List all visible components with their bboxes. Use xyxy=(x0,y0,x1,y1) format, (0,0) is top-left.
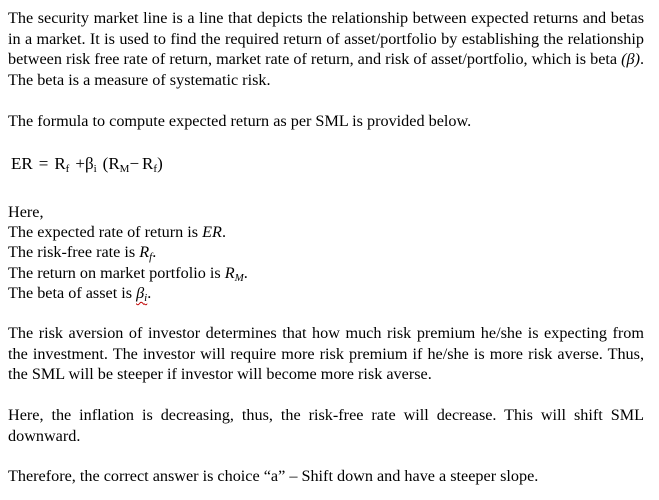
formula-close-paren: ) xyxy=(157,154,163,173)
sml-definition-paragraph xyxy=(8,8,644,90)
sml-formula xyxy=(11,152,163,176)
var-line-rm: The return on market portfolio is $R_M$. xyxy=(8,264,248,284)
formula-rm: $R_M$ xyxy=(108,154,130,175)
formula-rf-2: $R_f$ xyxy=(142,154,158,175)
var-line-beta: The beta of asset is $\beta_i$. xyxy=(8,284,152,304)
formula-minus: − xyxy=(129,154,140,173)
formula-beta: $\beta_i$ xyxy=(84,154,97,175)
var-line-rf: The risk-free rate is $R_f$. xyxy=(8,243,157,263)
sml-definition-tail: . The beta is a measure of systematic risk. xyxy=(8,50,645,89)
risk-aversion-paragraph: The risk aversion of investor determines that how much risk premium he/she is expecting from the investment. The investor will require more risk premium if he/she is more risk averse. Thus, the SML will be steeper if investor will become more risk averse. xyxy=(8,324,644,383)
inflation-paragraph: Here, the inflation is decreasing, thus, the risk-free rate will decrease. This will shift SML downward. xyxy=(8,406,644,445)
here-label: Here, xyxy=(8,203,44,221)
var-line-er: The expected rate of return is ER. xyxy=(8,223,226,241)
formula-open-paren: ( xyxy=(102,154,109,173)
formula-intro: The formula to compute expected return as per SML is provided below. xyxy=(8,112,472,130)
conclusion: Therefore, the correct answer is choice “a” – Shift down and have a steeper slope. xyxy=(8,467,539,485)
formula-lhs: ER xyxy=(11,154,33,173)
sml-definition-text: The security market line is a line that depicts the relationship between expected returns and betas in a market. It is used to find the required return of asset/portfolio by establishing the relationship between risk free rate of return, market rate of return, and risk of asset/portfolio, which is beta xyxy=(8,9,644,68)
formula-plus: + xyxy=(75,154,85,173)
beta-symbol: (β) xyxy=(621,50,640,68)
formula-rf: $R_f$ xyxy=(54,154,70,175)
formula-equals: = xyxy=(38,154,49,173)
